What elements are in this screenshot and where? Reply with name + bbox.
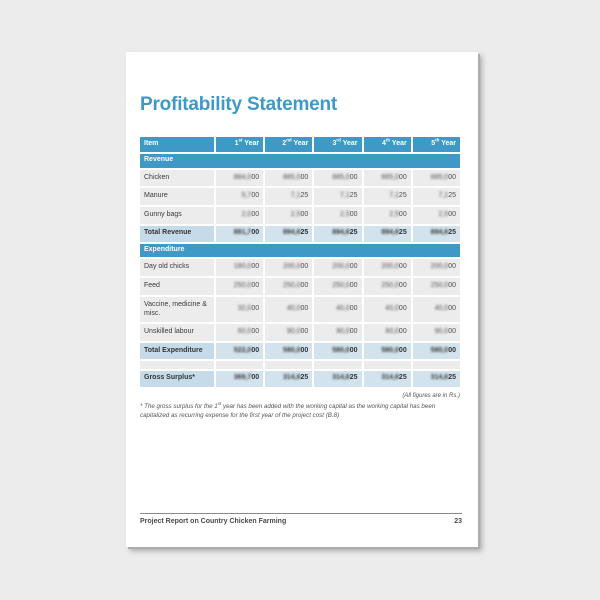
value-blurred-digits: 90,0 bbox=[434, 328, 449, 336]
value-crisp-digits: 00 bbox=[251, 328, 260, 336]
value-crisp-digits: 25 bbox=[349, 374, 358, 382]
value-blurred-digits: 180,0 bbox=[233, 263, 252, 271]
value-blurred-digits: 60,0 bbox=[237, 328, 252, 336]
value-cell bbox=[216, 278, 263, 295]
value-crisp-digits: 00 bbox=[300, 173, 309, 181]
value-cell bbox=[364, 170, 411, 187]
value-cell bbox=[413, 297, 460, 323]
item-label-cell: Total Revenue bbox=[140, 226, 214, 242]
column-header-item: Item bbox=[140, 137, 214, 152]
section-row-revenue bbox=[140, 154, 460, 168]
footnote-superscript: st bbox=[217, 400, 222, 406]
value-cell bbox=[265, 324, 312, 341]
value-crisp-digits: 00 bbox=[251, 374, 260, 382]
value-cell bbox=[413, 170, 460, 187]
value-crisp-digits: 00 bbox=[448, 282, 456, 289]
value-cell bbox=[413, 207, 460, 224]
value-crisp-digits: 00 bbox=[398, 346, 407, 354]
value-cell bbox=[364, 226, 411, 242]
value-cell bbox=[314, 259, 361, 276]
value-crisp-digits: 00 bbox=[349, 305, 358, 313]
value-cell bbox=[413, 361, 460, 369]
table-row-manure bbox=[140, 188, 460, 205]
column-header-year-1: 1st Year bbox=[216, 137, 263, 152]
value-crisp-digits: 00 bbox=[251, 229, 260, 237]
value-crisp-digits: 00 bbox=[398, 328, 407, 336]
table-row-gross-surplus bbox=[140, 371, 460, 387]
item-label-cell: Chicken bbox=[140, 170, 214, 187]
value-blurred-digits: 40,0 bbox=[434, 305, 449, 313]
value-cell bbox=[265, 371, 312, 387]
column-header-year-5: 5th Year bbox=[413, 137, 460, 152]
value-cell bbox=[265, 343, 312, 359]
table-row-total-revenue bbox=[140, 226, 460, 242]
value-blurred-digits: 7,1 bbox=[339, 192, 350, 200]
profitability-table bbox=[138, 135, 462, 389]
value-cell bbox=[364, 188, 411, 205]
value-blurred-digits: 90,0 bbox=[336, 328, 350, 336]
value-blurred-digits: 250,0 bbox=[332, 282, 350, 289]
value-blurred-digits: 314,6 bbox=[430, 374, 449, 382]
value-cell bbox=[413, 371, 460, 387]
value-blurred-digits: 885,0 bbox=[381, 173, 399, 181]
value-crisp-digits: 00 bbox=[251, 192, 260, 200]
value-crisp-digits: 00 bbox=[448, 346, 456, 354]
value-crisp-digits: 00 bbox=[349, 282, 358, 289]
item-label-cell: Feed bbox=[140, 278, 214, 295]
value-cell bbox=[314, 207, 361, 224]
value-cell bbox=[364, 297, 411, 323]
value-cell bbox=[265, 188, 312, 205]
value-blurred-digits: 90,0 bbox=[286, 328, 301, 336]
value-blurred-digits: 522,0 bbox=[233, 346, 252, 354]
value-cell bbox=[364, 278, 411, 295]
value-blurred-digits: 314,6 bbox=[282, 374, 301, 382]
footnote bbox=[140, 402, 462, 421]
value-crisp-digits: 00 bbox=[300, 211, 309, 218]
value-crisp-digits: 25 bbox=[349, 229, 358, 237]
value-crisp-digits: 00 bbox=[448, 328, 456, 336]
value-cell bbox=[265, 361, 312, 369]
value-crisp-digits: 00 bbox=[398, 263, 407, 271]
value-cell bbox=[364, 207, 411, 224]
item-label-cell bbox=[140, 361, 214, 369]
value-crisp-digits: 25 bbox=[349, 192, 358, 200]
value-crisp-digits: 25 bbox=[448, 374, 456, 382]
value-crisp-digits: 25 bbox=[398, 192, 407, 200]
value-crisp-digits: 00 bbox=[349, 173, 358, 181]
value-crisp-digits: 00 bbox=[448, 173, 456, 181]
item-label-cell: Unskilled labour bbox=[140, 324, 214, 341]
value-blurred-digits: 40,0 bbox=[286, 305, 301, 313]
value-cell bbox=[413, 343, 460, 359]
value-crisp-digits: 00 bbox=[349, 211, 358, 218]
value-blurred-digits: 2,5 bbox=[389, 211, 399, 218]
value-crisp-digits: 00 bbox=[300, 305, 309, 313]
value-cell bbox=[216, 343, 263, 359]
value-crisp-digits: 25 bbox=[448, 192, 456, 200]
value-crisp-digits: 00 bbox=[349, 346, 358, 354]
value-cell bbox=[314, 297, 361, 323]
value-cell bbox=[216, 371, 263, 387]
value-cell bbox=[216, 324, 263, 341]
section-row-expenditure bbox=[140, 244, 460, 258]
document-page bbox=[126, 52, 478, 547]
value-crisp-digits: 25 bbox=[398, 229, 407, 237]
value-cell bbox=[364, 259, 411, 276]
value-crisp-digits: 00 bbox=[300, 282, 309, 289]
value-crisp-digits: 25 bbox=[300, 374, 309, 382]
value-cell bbox=[364, 361, 411, 369]
value-blurred-digits: 580,0 bbox=[282, 346, 301, 354]
value-blurred-digits: 580,0 bbox=[381, 346, 399, 354]
value-crisp-digits: 25 bbox=[448, 229, 456, 237]
value-crisp-digits: 25 bbox=[398, 374, 407, 382]
value-blurred-digits: 894,6 bbox=[430, 229, 449, 237]
value-cell bbox=[314, 278, 361, 295]
value-cell bbox=[265, 170, 312, 187]
value-blurred-digits: 7,1 bbox=[389, 192, 399, 200]
value-crisp-digits: 00 bbox=[300, 263, 309, 271]
value-blurred-digits: 885,0 bbox=[332, 173, 350, 181]
value-crisp-digits: 00 bbox=[398, 282, 407, 289]
value-blurred-digits: 40,0 bbox=[336, 305, 350, 313]
value-blurred-digits: 40,0 bbox=[385, 305, 399, 313]
item-label-cell: Total Expenditure bbox=[140, 343, 214, 359]
value-cell bbox=[413, 226, 460, 242]
section-label: Expenditure bbox=[140, 244, 460, 258]
value-blurred-digits: 894,6 bbox=[332, 229, 350, 237]
footnote-text-pre: * The gross surplus for the 1 bbox=[140, 402, 218, 410]
value-crisp-digits: 00 bbox=[349, 263, 358, 271]
value-crisp-digits: 00 bbox=[251, 211, 260, 218]
value-cell bbox=[265, 226, 312, 242]
table-body bbox=[140, 154, 460, 387]
value-blurred-digits: 369,7 bbox=[233, 374, 252, 382]
value-crisp-digits: 25 bbox=[300, 192, 309, 200]
value-cell bbox=[265, 207, 312, 224]
value-crisp-digits: 00 bbox=[448, 211, 456, 218]
value-blurred-digits: 314,6 bbox=[332, 374, 350, 382]
table-header-row bbox=[140, 137, 460, 152]
value-cell bbox=[216, 207, 263, 224]
table-row-feed bbox=[140, 278, 460, 295]
value-blurred-digits: 5,7 bbox=[241, 192, 252, 200]
value-crisp-digits: 00 bbox=[398, 173, 407, 181]
footer-report-title: Project Report on Country Chicken Farming bbox=[140, 518, 287, 525]
value-crisp-digits: 00 bbox=[251, 173, 260, 181]
figures-note: (All figures are in Rs.) bbox=[402, 392, 460, 399]
table-row-vaccine-medicine-misc bbox=[140, 297, 460, 323]
footnote-text-post: year has been added with the working capital as the working capital has been capitalized as recurring expense for the first year of the project cost (B.8) bbox=[140, 402, 436, 420]
value-cell bbox=[216, 226, 263, 242]
value-cell bbox=[314, 188, 361, 205]
value-cell bbox=[216, 259, 263, 276]
value-cell bbox=[364, 371, 411, 387]
value-crisp-digits: 25 bbox=[300, 229, 309, 237]
value-blurred-digits: 580,0 bbox=[430, 346, 449, 354]
value-cell bbox=[314, 343, 361, 359]
value-crisp-digits: 00 bbox=[251, 305, 260, 313]
value-cell bbox=[265, 297, 312, 323]
value-blurred-digits: 7,1 bbox=[290, 192, 301, 200]
value-cell bbox=[314, 170, 361, 187]
value-crisp-digits: 00 bbox=[300, 346, 309, 354]
value-blurred-digits: 250,0 bbox=[233, 282, 252, 289]
value-cell bbox=[413, 188, 460, 205]
value-blurred-digits: 250,0 bbox=[282, 282, 301, 289]
item-label-cell: Day old chicks bbox=[140, 259, 214, 276]
table-row-empty bbox=[140, 361, 460, 369]
value-cell bbox=[314, 361, 361, 369]
value-cell bbox=[413, 278, 460, 295]
value-blurred-digits: 2,5 bbox=[339, 211, 350, 218]
value-blurred-digits: 314,6 bbox=[381, 374, 399, 382]
value-blurred-digits: 891,7 bbox=[233, 229, 252, 237]
table-row-unskilled-labour bbox=[140, 324, 460, 341]
value-blurred-digits: 2,5 bbox=[438, 211, 449, 218]
page-title: Profitability Statement bbox=[140, 94, 338, 115]
value-blurred-digits: 32,0 bbox=[237, 305, 252, 313]
value-cell bbox=[364, 324, 411, 341]
value-blurred-digits: 884,0 bbox=[233, 173, 252, 181]
value-cell bbox=[216, 361, 263, 369]
value-blurred-digits: 580,0 bbox=[332, 346, 350, 354]
section-label: Revenue bbox=[140, 154, 460, 168]
footer-page-number: 23 bbox=[454, 518, 462, 525]
header-row bbox=[140, 137, 460, 152]
value-blurred-digits: 200,0 bbox=[430, 263, 449, 271]
value-cell bbox=[413, 259, 460, 276]
value-cell bbox=[216, 170, 263, 187]
value-crisp-digits: 00 bbox=[251, 346, 260, 354]
value-crisp-digits: 00 bbox=[398, 211, 407, 218]
value-blurred-digits: 894,6 bbox=[282, 229, 301, 237]
value-blurred-digits: 200,0 bbox=[332, 263, 350, 271]
value-blurred-digits: 250,0 bbox=[430, 282, 449, 289]
value-cell bbox=[265, 278, 312, 295]
table-row-chicken bbox=[140, 170, 460, 187]
item-label-cell: Gross Surplus* bbox=[140, 371, 214, 387]
value-blurred-digits: 90,0 bbox=[385, 328, 399, 336]
value-cell bbox=[314, 371, 361, 387]
value-crisp-digits: 00 bbox=[398, 305, 407, 313]
value-crisp-digits: 00 bbox=[251, 282, 260, 289]
value-blurred-digits: 200,0 bbox=[282, 263, 301, 271]
value-cell bbox=[314, 226, 361, 242]
table-row-day-old-chicks bbox=[140, 259, 460, 276]
value-blurred-digits: 885,0 bbox=[430, 173, 449, 181]
value-crisp-digits: 00 bbox=[251, 263, 260, 271]
value-cell bbox=[216, 188, 263, 205]
value-cell bbox=[314, 324, 361, 341]
value-crisp-digits: 00 bbox=[349, 328, 358, 336]
table-row-gunny-bags bbox=[140, 207, 460, 224]
table-row-total-expenditure bbox=[140, 343, 460, 359]
column-header-year-3: 3rd Year bbox=[314, 137, 361, 152]
item-label-cell: Vaccine, medicine & misc. bbox=[140, 297, 214, 323]
value-crisp-digits: 00 bbox=[300, 328, 309, 336]
value-cell bbox=[216, 297, 263, 323]
value-cell bbox=[265, 259, 312, 276]
value-blurred-digits: 7,1 bbox=[438, 192, 449, 200]
value-blurred-digits: 2,0 bbox=[241, 211, 252, 218]
page-footer bbox=[140, 513, 462, 525]
item-label-cell: Manure bbox=[140, 188, 214, 205]
value-crisp-digits: 00 bbox=[448, 305, 456, 313]
item-label-cell: Gunny bags bbox=[140, 207, 214, 224]
column-header-year-4: 4th Year bbox=[364, 137, 411, 152]
value-blurred-digits: 894,6 bbox=[381, 229, 399, 237]
value-cell bbox=[364, 343, 411, 359]
column-header-year-2: 2nd Year bbox=[265, 137, 312, 152]
value-blurred-digits: 885,0 bbox=[282, 173, 301, 181]
value-cell bbox=[413, 324, 460, 341]
value-blurred-digits: 200,0 bbox=[381, 263, 399, 271]
value-blurred-digits: 250,0 bbox=[381, 282, 399, 289]
value-crisp-digits: 00 bbox=[448, 263, 456, 271]
value-blurred-digits: 2,5 bbox=[290, 211, 301, 218]
